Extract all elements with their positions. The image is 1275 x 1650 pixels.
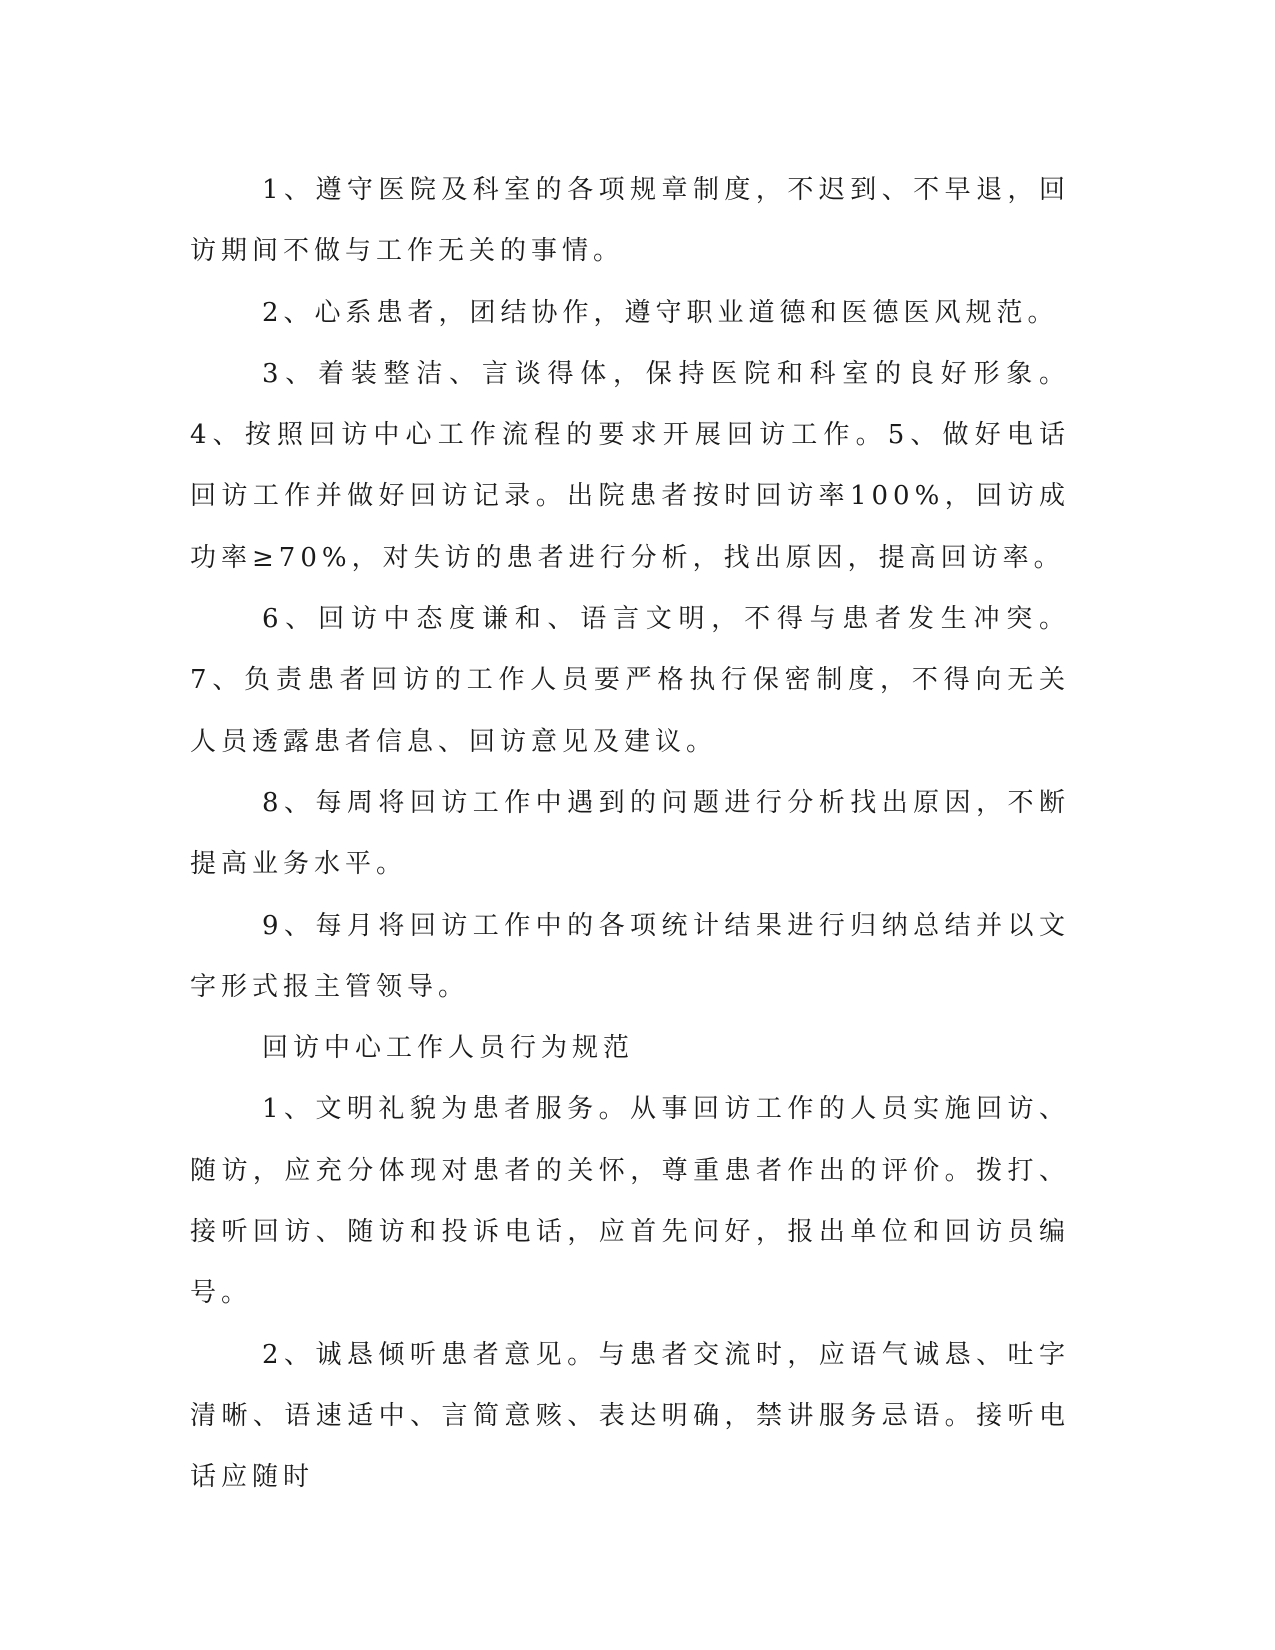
paragraph-rule-3-5: 3、着装整洁、言谈得体，保持医院和科室的良好形象。4、按照回访中心工作流程的要求开展回访工作。5、做好电话回访工作并做好回访记录。出院患者按时回访率100%，回访成功率≥70%，对失访的患者进行分析，找出原因，提高回访率。 <box>190 358 1070 573</box>
document-body <box>190 160 1070 1509</box>
paragraph-rule-2: 2、心系患者，团结协作，遵守职业道德和医德医风规范。 <box>262 297 1059 328</box>
paragraph-conduct-1: 1、文明礼貌为患者服务。从事回访工作的人员实施回访、随访，应充分体现对患者的关怀，尊重患者作出的评价。拨打、接听回访、随访和投诉电话，应首先问好，报出单位和回访员编号。 <box>190 1094 1070 1309</box>
paragraph-rule-8: 8、每周将回访工作中遇到的问题进行分析找出原因，不断提高业务水平。 <box>190 787 1070 880</box>
section-heading: 回访中心工作人员行为规范 <box>262 1033 635 1064</box>
paragraph-rule-9: 9、每月将回访工作中的各项统计结果进行归纳总结并以文字形式报主管领导。 <box>190 910 1070 1002</box>
paragraph-conduct-2: 2、诚恳倾听患者意见。与患者交流时，应语气诚恳、吐字清晰、语速适中、言简意赅、表达明确，禁讲服务忌语。接听电话应随时 <box>190 1339 1070 1493</box>
paragraph-rule-1: 1、遵守医院及科室的各项规章制度，不迟到、不早退，回访期间不做与工作无关的事情。 <box>190 175 1070 267</box>
paragraph-rule-6-7: 6、回访中态度谦和、语言文明，不得与患者发生冲突。7、负责患者回访的工作人员要严格执行保密制度，不得向无关人员透露患者信息、回访意见及建议。 <box>190 604 1070 757</box>
